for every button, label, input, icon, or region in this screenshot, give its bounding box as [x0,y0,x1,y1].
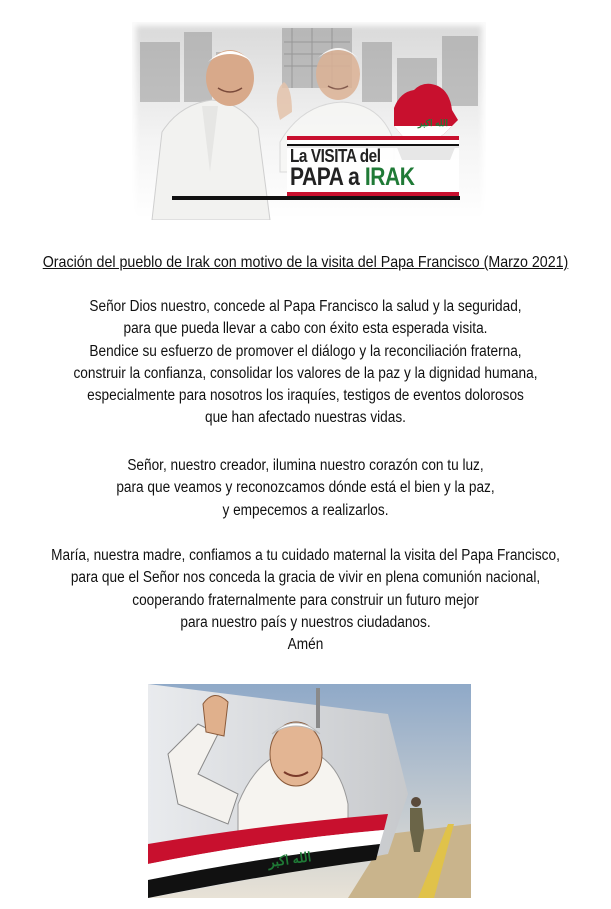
prayer-line: para que veamos y reconozcamos dónde está el bien y la paz, [116,479,495,497]
prayer-stanza-3 [37,545,575,656]
banner-image [132,22,486,220]
banner-title-papa: PAPA a [290,163,365,191]
prayer-stanza-2 [37,455,575,522]
prayer-line: Señor, nuestro creador, ilumina nuestro corazón con tu luz, [127,457,484,474]
prayer-line: construir la confianza, consolidar los valores de la paz y la dignidad humana, [73,364,538,382]
banner-title-line2 [290,163,429,192]
prayer-line: cooperando fraternalmente para construir un futuro mejor [132,591,479,609]
prayer-line: especialmente para nosotros los iraquíes, testigos de eventos dolorosos [87,387,524,405]
prayer-line: María, nuestra madre, confiamos a tu cuidado maternal la visita del Papa Francisco, [51,547,560,564]
prayer-amen: Amén [287,636,324,654]
mural-arabic-inscription: الله اكبر [267,849,313,870]
prayer-line: y empecemos a realizarlos. [222,501,389,519]
prayer-line: Señor Dios nuestro, concede al Papa Francisco la salud y la seguridad, [89,298,522,315]
prayer-line: para que pueda llevar a cabo con éxito esta esperada visita. [123,320,488,338]
banner-title-line1: La VISITA del [290,146,381,166]
prayer-line: que han afectado nuestras vidas. [205,409,406,427]
arabic-inscription: الله اكبر [418,118,449,128]
mural-graphic [148,684,471,898]
prayer-line: para que el Señor nos conceda la gracia de vivir en plena comunión nacional, [70,569,541,587]
prayer-line: para nuestro país y nuestros ciudadanos. [180,613,431,631]
prayer-stanza-1 [37,296,575,430]
mural-photo [148,684,471,898]
prayer-line: Bendice su esfuerzo de promover el diálogo y la reconciliación fraterna, [89,342,522,360]
banner-title-irak: IRAK [364,163,415,191]
prayer-heading: Oración del pueblo de Irak con motivo de la visita del Papa Francisco (Marzo 2021) [42,254,569,271]
